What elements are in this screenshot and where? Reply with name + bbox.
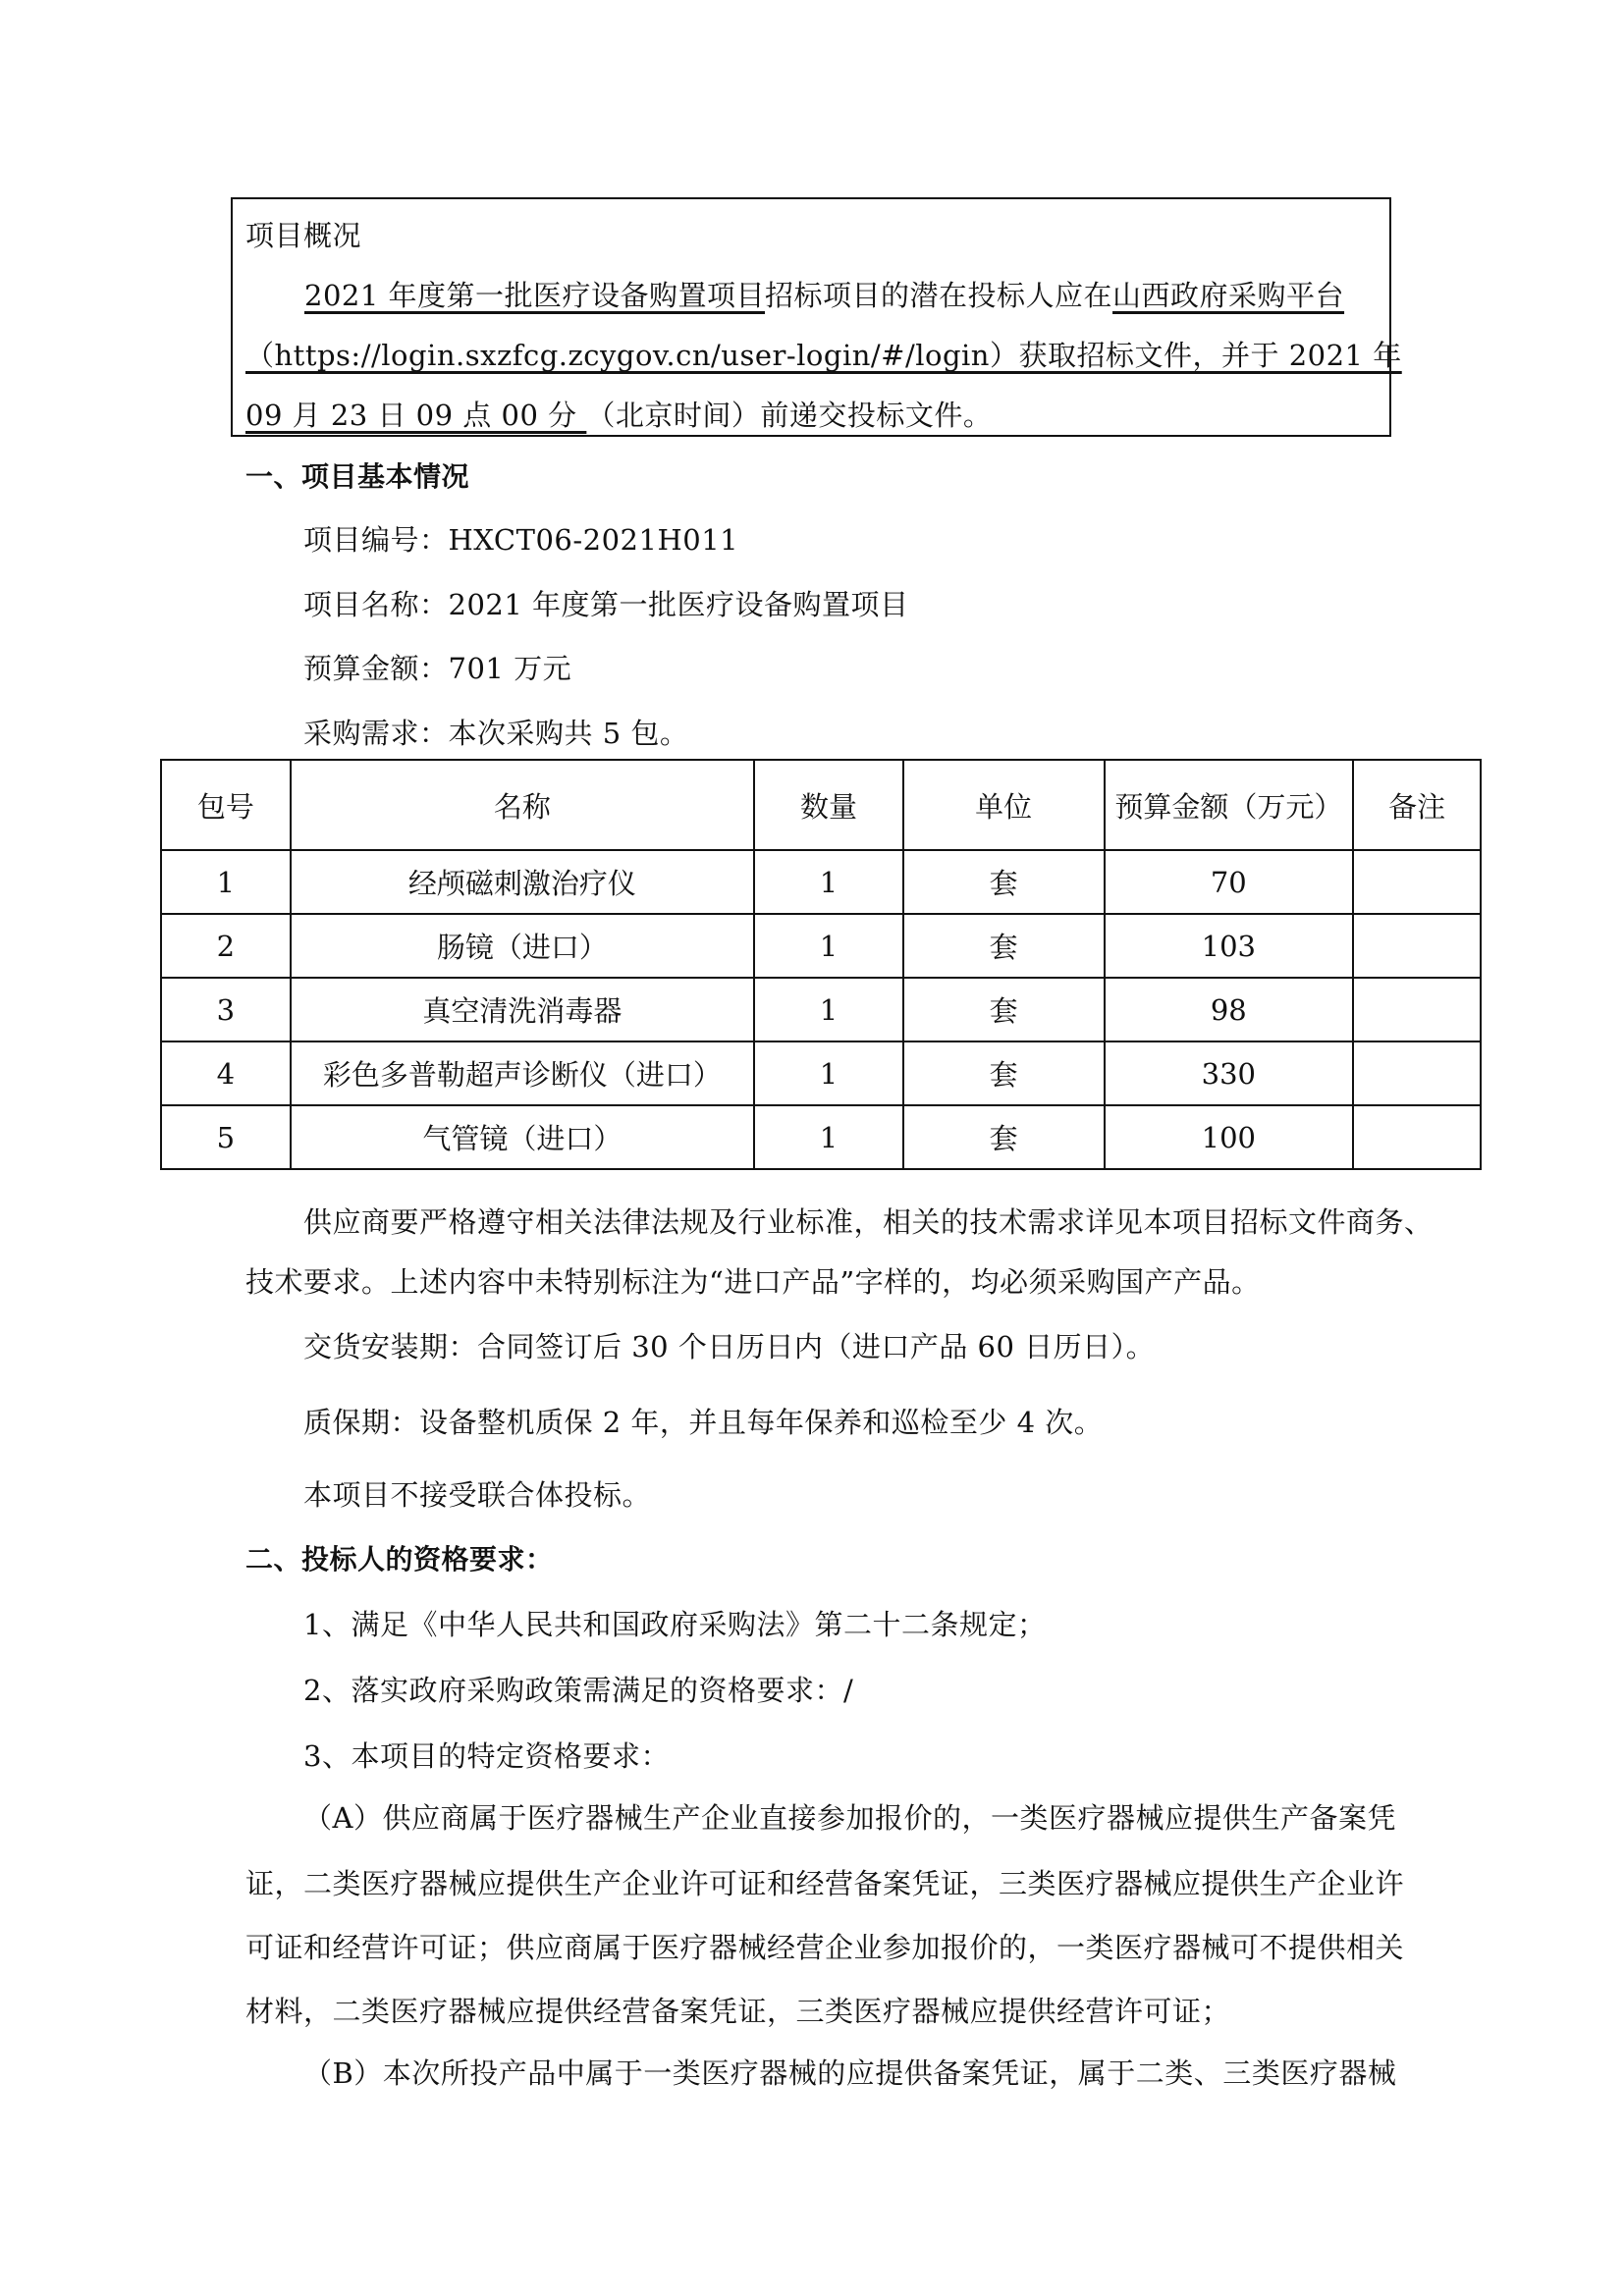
warranty-period: 质保期：设备整机质保 2 年，并且每年保养和巡检至少 4 次。 — [303, 1406, 1104, 1439]
table-row — [161, 1105, 1481, 1169]
cell-budget: 330 — [1105, 1041, 1354, 1105]
table-row — [161, 1041, 1481, 1105]
cell-name: 肠镜（进口） — [291, 914, 754, 978]
section1-heading: 一、项目基本情况 — [245, 460, 470, 493]
overview-line-2 — [304, 278, 1344, 313]
table-header-row — [161, 760, 1481, 850]
overview-url-line[interactable]: （https://login.sxzfcg.zcygov.cn/user-login/#/login）获取招标文件，并于 2021 年 — [245, 339, 1402, 372]
project-name-underlined: 2021 年度第一批医疗设备购置项目 — [304, 279, 766, 312]
cell-remarks — [1353, 978, 1481, 1041]
requirement-2: 2、落实政府采购政策需满足的资格要求：/ — [303, 1674, 854, 1707]
cell-name: 真空清洗消毒器 — [291, 978, 754, 1041]
overview-text: 招标项目的潜在投标人应在 — [765, 279, 1113, 312]
cell-budget: 98 — [1105, 978, 1354, 1041]
project-number: 项目编号：HXCT06-2021H011 — [303, 523, 739, 557]
section2-heading: 二、投标人的资格要求： — [245, 1543, 554, 1575]
consortium-note: 本项目不接受联合体投标。 — [303, 1478, 652, 1512]
cell-unit: 套 — [903, 850, 1105, 914]
table-row — [161, 850, 1481, 914]
cell-quantity: 1 — [754, 1105, 903, 1169]
header-budget: 预算金额（万元） — [1105, 760, 1354, 850]
cell-quantity: 1 — [754, 850, 903, 914]
requirement-1: 1、满足《中华人民共和国政府采购法》第二十二条规定； — [303, 1608, 1047, 1641]
package-table — [160, 759, 1482, 1170]
budget: 预算金额：701 万元 — [303, 652, 572, 685]
cell-quantity: 1 — [754, 1041, 903, 1105]
compliance-para-line2: 技术要求。上述内容中未特别标注为“进口产品”字样的，均必须采购国产产品。 — [245, 1265, 1261, 1299]
requirement-a-line3: 可证和经营许可证；供应商属于医疗器械经营企业参加报价的，一类医疗器械可不提供相关 — [245, 1931, 1405, 1964]
deadline: 09 月 23 日 09 点 00 分 — [245, 399, 587, 432]
header-package-no: 包号 — [161, 760, 291, 850]
table-row — [161, 978, 1481, 1041]
requirement-b-line1: （B）本次所投产品中属于一类医疗器械的应提供备案凭证，属于二类、三类医疗器械 — [303, 2056, 1397, 2090]
cell-quantity: 1 — [754, 978, 903, 1041]
cell-package-no: 5 — [161, 1105, 291, 1169]
cell-quantity: 1 — [754, 914, 903, 978]
cell-package-no: 1 — [161, 850, 291, 914]
cell-package-no: 3 — [161, 978, 291, 1041]
header-unit: 单位 — [903, 760, 1105, 850]
cell-unit: 套 — [903, 978, 1105, 1041]
cell-name: 彩色多普勒超声诊断仪（进口） — [291, 1041, 754, 1105]
overview-title: 项目概况 — [245, 219, 362, 252]
overview-text-end: （北京时间）前递交投标文件。 — [586, 399, 993, 432]
compliance-para-line1: 供应商要严格遵守相关法律法规及行业标准，相关的技术需求详见本项目招标文件商务、 — [303, 1205, 1434, 1239]
cell-name: 气管镜（进口） — [291, 1105, 754, 1169]
overview-line-4 — [245, 398, 992, 433]
cell-unit: 套 — [903, 914, 1105, 978]
requirement-a-line4: 材料，二类医疗器械应提供经营备案凭证，三类医疗器械应提供经营许可证； — [245, 1995, 1231, 2028]
cell-unit: 套 — [903, 1105, 1105, 1169]
cell-package-no: 4 — [161, 1041, 291, 1105]
cell-name: 经颅磁刺激治疗仪 — [291, 850, 754, 914]
delivery-period: 交货安装期：合同签订后 30 个日历日内（进口产品 60 日历日）。 — [303, 1330, 1156, 1363]
platform-link[interactable]: 山西政府采购平台 — [1112, 279, 1345, 312]
header-quantity: 数量 — [754, 760, 903, 850]
cell-remarks — [1353, 1041, 1481, 1105]
cell-remarks — [1353, 914, 1481, 978]
cell-remarks — [1353, 850, 1481, 914]
cell-budget: 70 — [1105, 850, 1354, 914]
requirement-3: 3、本项目的特定资格要求： — [303, 1739, 670, 1773]
cell-remarks — [1353, 1105, 1481, 1169]
cell-budget: 100 — [1105, 1105, 1354, 1169]
cell-unit: 套 — [903, 1041, 1105, 1105]
requirement-a-line1: （A）供应商属于医疗器械生产企业直接参加报价的，一类医疗器械应提供生产备案凭 — [303, 1801, 1396, 1835]
header-remarks: 备注 — [1353, 760, 1481, 850]
project-name: 项目名称：2021 年度第一批医疗设备购置项目 — [303, 588, 909, 621]
procurement-demand: 采购需求：本次采购共 5 包。 — [303, 717, 689, 750]
requirement-a-line2: 证，二类医疗器械应提供生产企业许可证和经营备案凭证，三类医疗器械应提供生产企业许 — [245, 1867, 1405, 1900]
table-row — [161, 914, 1481, 978]
cell-budget: 103 — [1105, 914, 1354, 978]
cell-package-no: 2 — [161, 914, 291, 978]
header-name: 名称 — [291, 760, 754, 850]
